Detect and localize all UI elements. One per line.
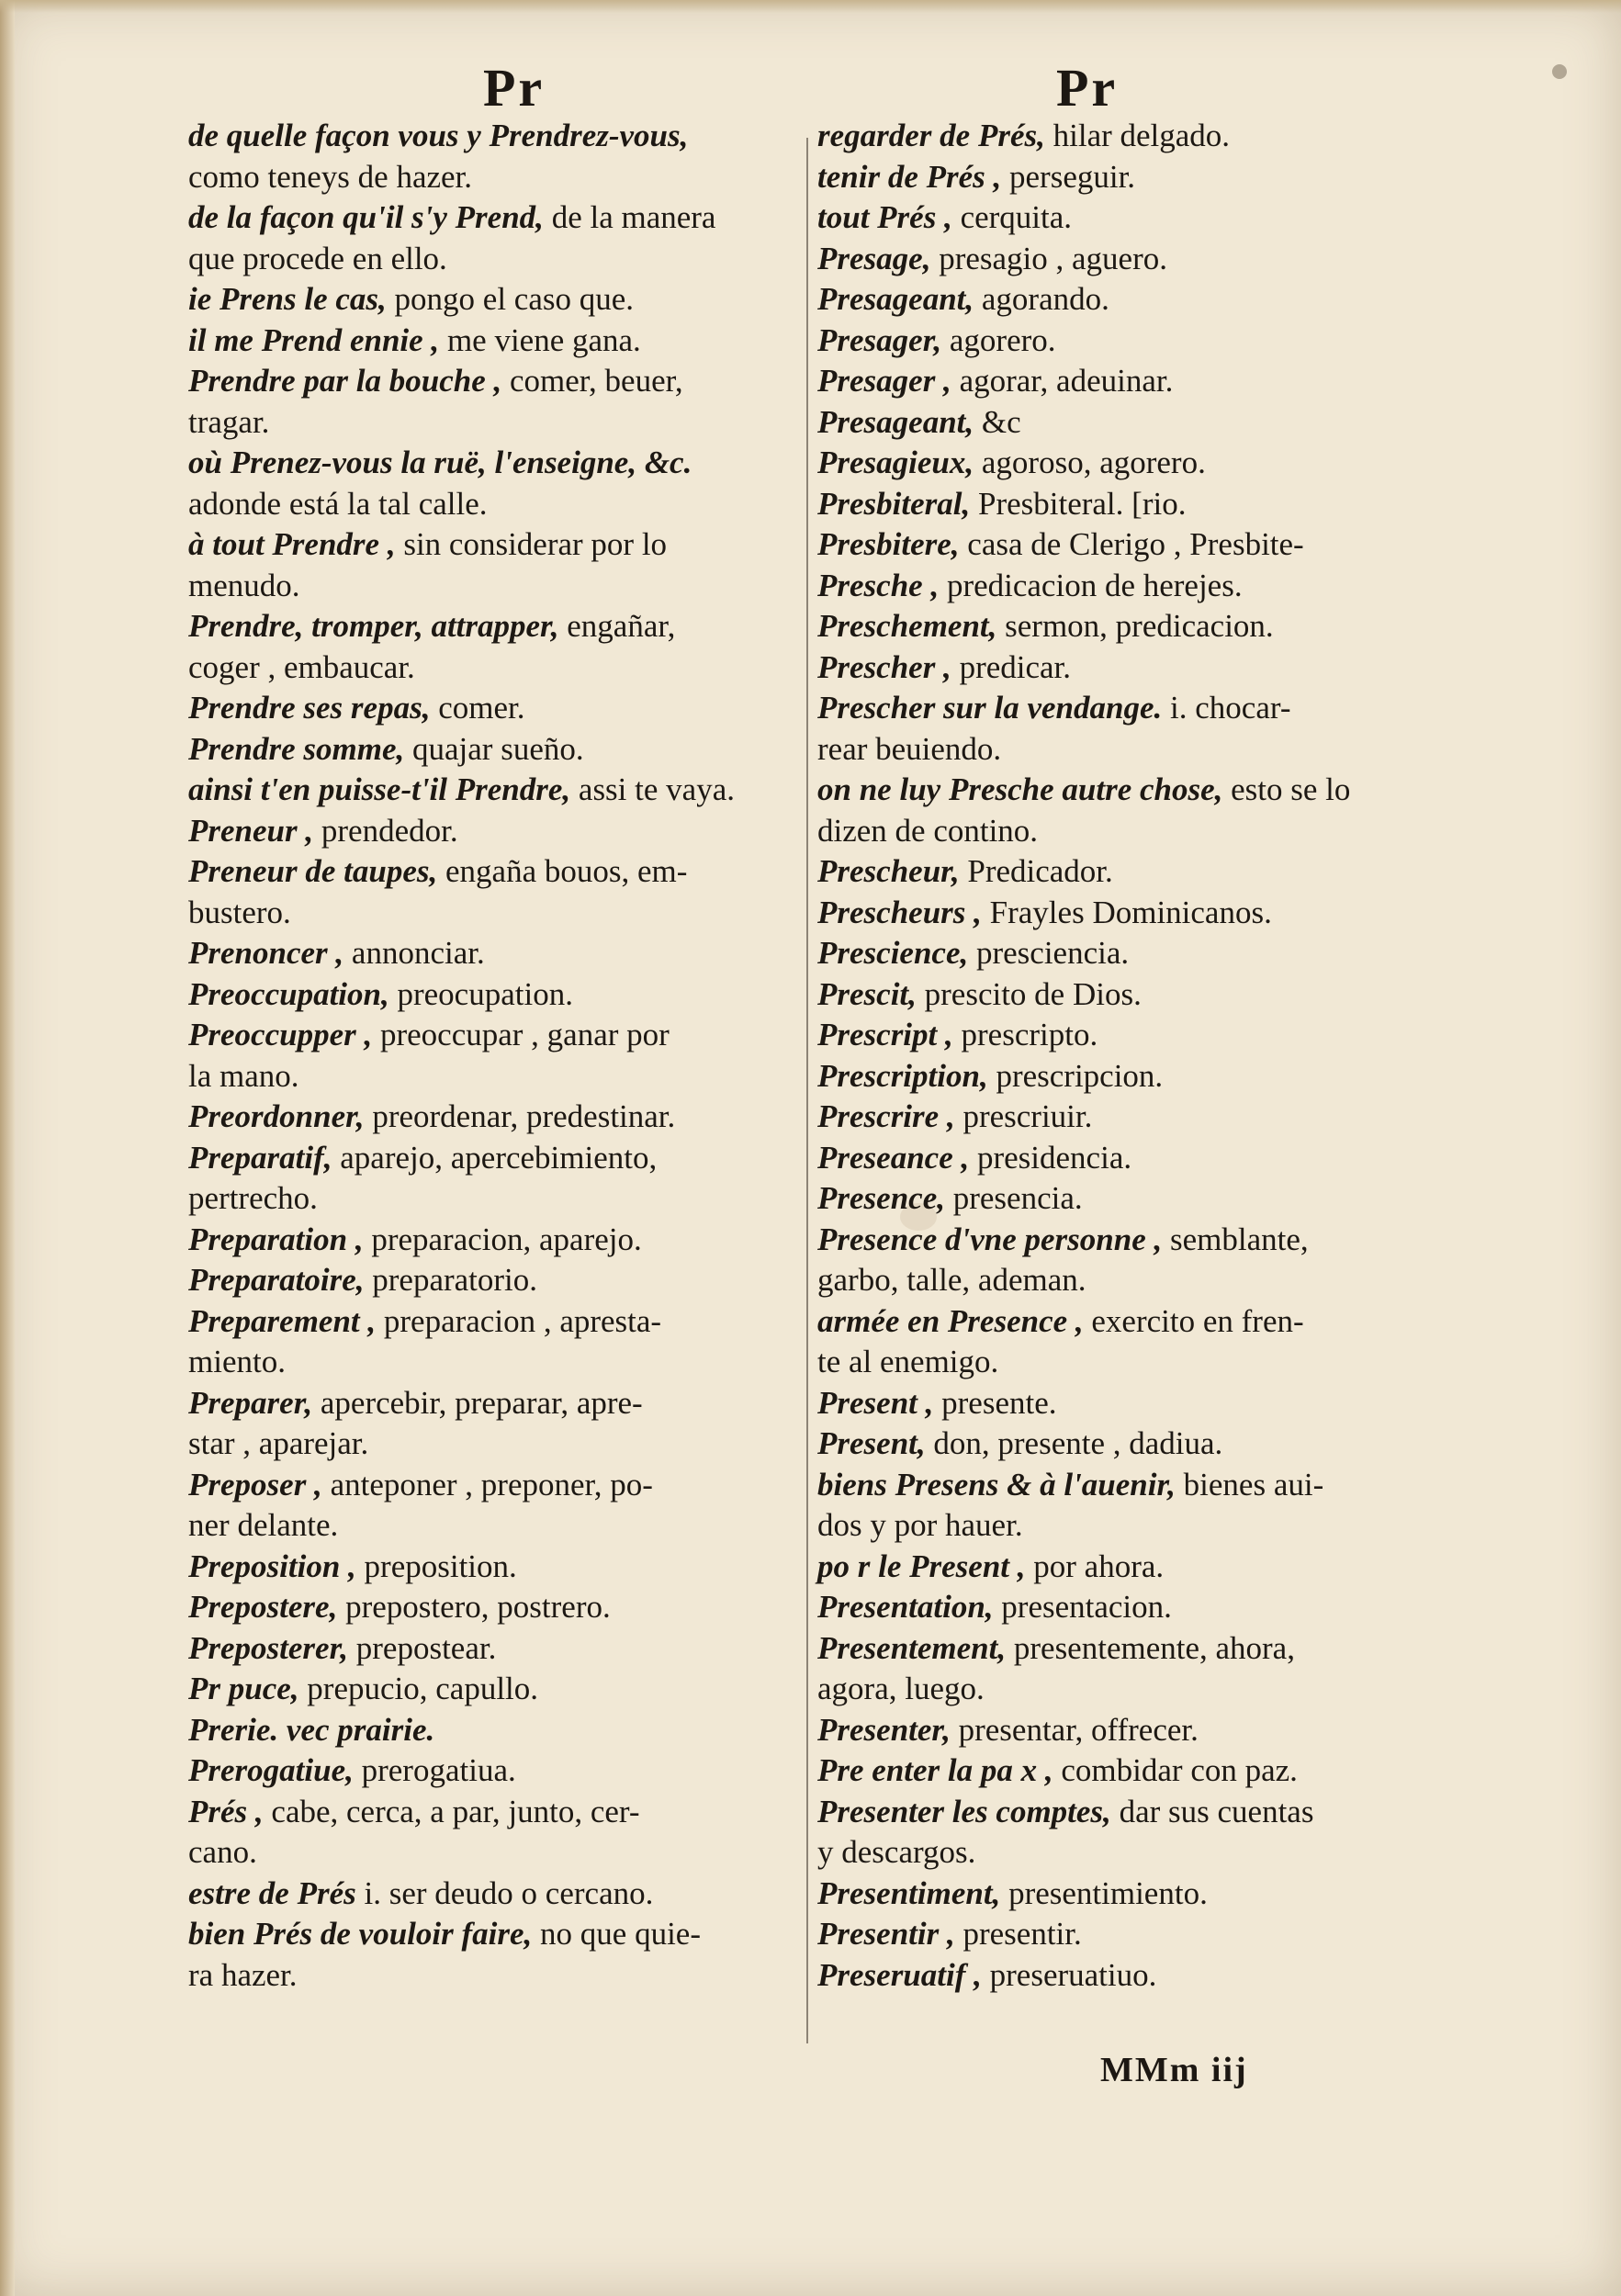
dictionary-line — [817, 1955, 1428, 1997]
definition: preparacion, aparejo. — [371, 1221, 642, 1257]
dictionary-line — [817, 1750, 1428, 1792]
headword: Presentir , — [817, 1916, 955, 1952]
headword: Present , — [817, 1384, 934, 1421]
dictionary-line — [817, 1424, 1428, 1465]
dictionary-line — [817, 1914, 1428, 1955]
dictionary-line — [188, 1465, 794, 1506]
dictionary-line — [188, 566, 794, 607]
dictionary-line — [188, 1955, 794, 1997]
dictionary-line — [817, 1138, 1428, 1179]
dictionary-line — [188, 524, 794, 566]
headword: il me Prend ennie , — [188, 321, 440, 358]
definition: preparatorio. — [372, 1262, 538, 1298]
definition: prendedor. — [321, 812, 458, 849]
definition: presentemente, ahora, — [1013, 1629, 1295, 1666]
dictionary-line — [817, 566, 1428, 607]
definition: presagio , aguero. — [939, 240, 1167, 276]
dictionary-line — [817, 974, 1428, 1016]
headword: Prescheurs , — [817, 894, 982, 930]
definition: agorero. — [949, 321, 1056, 358]
definition: annonciar. — [351, 935, 485, 971]
definition: engaña bouos, em- — [445, 853, 688, 889]
definition: prepostear. — [355, 1629, 497, 1666]
headword: Prerogatiue, — [188, 1752, 354, 1788]
dictionary-line — [817, 402, 1428, 444]
headword: Preoccupper , — [188, 1017, 373, 1052]
headword: ainsi t'en puisse-t'il Prendre, — [188, 771, 571, 807]
definition: Frayles Dominicanos. — [989, 894, 1272, 930]
dictionary-line — [817, 1669, 1428, 1710]
dictionary-line — [817, 116, 1428, 157]
dictionary-line — [188, 116, 794, 157]
dictionary-line — [817, 443, 1428, 484]
headword: tenir de Prés , — [817, 158, 1002, 195]
definition: prescripto. — [961, 1017, 1098, 1052]
dictionary-line — [188, 1628, 794, 1670]
definition: prepostero, postrero. — [345, 1589, 611, 1625]
headword: Preoccupation, — [188, 975, 389, 1012]
dictionary-line — [817, 811, 1428, 852]
definition: sin considerar por lo — [403, 526, 668, 562]
headword: Preparatif, — [188, 1139, 332, 1176]
dictionary-line — [817, 1832, 1428, 1874]
definition: perseguir. — [1009, 158, 1136, 195]
definition: preparacion , apresta- — [383, 1302, 662, 1339]
dictionary-line — [817, 1792, 1428, 1833]
dictionary-line — [188, 933, 794, 974]
dictionary-line — [817, 197, 1428, 239]
definition: cerquita. — [960, 199, 1073, 235]
headword: Prescience, — [817, 935, 969, 971]
headword: Prescher sur la vendange. — [817, 690, 1163, 726]
headword: Presentation, — [817, 1589, 994, 1625]
definition: dos y por hauer. — [817, 1507, 1023, 1543]
definition: dizen de contino. — [817, 812, 1039, 849]
dictionary-line — [188, 1178, 794, 1220]
definition: engañar, — [567, 608, 676, 644]
headword: Preparatoire, — [188, 1262, 365, 1298]
headword: Presbiteral, — [817, 485, 971, 522]
definition: te al enemigo. — [817, 1344, 999, 1379]
dictionary-line — [188, 1260, 794, 1301]
headword: Prendre par la bouche , — [188, 363, 502, 399]
column-divider — [806, 138, 808, 2043]
definition: agorar, adeuinar. — [959, 363, 1174, 399]
dictionary-line — [817, 524, 1428, 566]
dictionary-line — [188, 1342, 794, 1383]
dictionary-line — [188, 729, 794, 771]
dictionary-line — [188, 279, 794, 321]
dictionary-line — [817, 688, 1428, 729]
definition: preocupation. — [397, 975, 573, 1012]
dictionary-line — [817, 1505, 1428, 1547]
dictionary-line — [188, 1792, 794, 1833]
page-top-edge — [0, 0, 1621, 13]
headword: Presenter les comptes, — [817, 1793, 1111, 1829]
dictionary-line — [188, 321, 794, 362]
definition: miento. — [188, 1344, 286, 1379]
definition: agorando. — [981, 281, 1109, 317]
headword: de quelle façon vous y Prendrez-vous, — [188, 118, 689, 153]
headword: ie Prens le cas, — [188, 281, 387, 317]
dictionary-line — [188, 770, 794, 811]
dictionary-line — [188, 811, 794, 852]
dictionary-line — [188, 1424, 794, 1465]
definition: no que quie- — [540, 1916, 701, 1952]
definition: comer, beuer, — [510, 363, 683, 399]
dictionary-line — [817, 1465, 1428, 1506]
dictionary-line — [188, 1056, 794, 1097]
dictionary-line — [817, 1874, 1428, 1915]
dictionary-line — [188, 606, 794, 647]
definition: adonde está la tal calle. — [188, 485, 488, 522]
definition: presciencia. — [975, 935, 1130, 971]
dictionary-line — [188, 851, 794, 893]
definition: prescito de Dios. — [924, 975, 1142, 1012]
dictionary-line — [817, 1710, 1428, 1751]
definition: ner delante. — [188, 1507, 339, 1543]
headword: Prescrire , — [817, 1098, 955, 1134]
definition: rear beuiendo. — [817, 730, 1002, 767]
headword: Presche , — [817, 567, 940, 603]
dictionary-line — [817, 1260, 1428, 1301]
definition: menudo. — [188, 567, 300, 603]
dictionary-line — [817, 1587, 1428, 1628]
definition: la mano. — [188, 1057, 299, 1094]
dictionary-line — [188, 1914, 794, 1955]
definition: prerogatiua. — [361, 1752, 516, 1788]
definition: presentir. — [962, 1916, 1082, 1952]
definition: pongo el caso que. — [394, 281, 635, 317]
headword: Prendre ses repas, — [188, 690, 431, 726]
dictionary-line — [817, 1628, 1428, 1670]
definition: coger , embaucar. — [188, 648, 415, 685]
running-head-right: Pr — [1056, 58, 1119, 118]
definition: cano. — [188, 1834, 257, 1870]
definition: prescripcion. — [996, 1057, 1164, 1094]
definition: apercebir, preparar, apre- — [320, 1384, 643, 1421]
dictionary-line — [188, 1547, 794, 1588]
dictionary-line — [188, 157, 794, 198]
headword: Presentiment, — [817, 1874, 1001, 1911]
headword: Preparement , — [188, 1302, 377, 1339]
page-binding-edge — [0, 0, 15, 2296]
headword: armée en Presence , — [817, 1302, 1084, 1339]
dictionary-line — [817, 1383, 1428, 1424]
definition: i. ser deudo o cercano. — [364, 1874, 654, 1911]
headword: Preposterer, — [188, 1629, 349, 1666]
dictionary-line — [817, 851, 1428, 893]
headword: Prenoncer , — [188, 935, 344, 971]
headword: Presence d'vne personne , — [817, 1221, 1163, 1257]
headword: Prés , — [188, 1793, 264, 1829]
definition: Presbiteral. [rio. — [977, 485, 1187, 522]
headword: Presbitere, — [817, 526, 960, 562]
headword: Prescription, — [817, 1057, 988, 1094]
definition: que procede en ello. — [188, 240, 447, 276]
definition: preoccupar , ganar por — [379, 1017, 670, 1052]
headword: Prendre somme, — [188, 730, 405, 767]
dictionary-line — [188, 1669, 794, 1710]
headword: Presageant, — [817, 281, 974, 317]
dictionary-line — [188, 688, 794, 729]
dictionary-line — [817, 484, 1428, 525]
headword: Prescher , — [817, 648, 951, 685]
dictionary-line — [817, 893, 1428, 934]
dictionary-line — [188, 443, 794, 484]
dictionary-line — [817, 157, 1428, 198]
definition: presencia. — [952, 1180, 1083, 1216]
definition: preordenar, predestinar. — [372, 1098, 676, 1134]
paper-spot — [1552, 64, 1567, 79]
definition: sermon, predicacion. — [1005, 608, 1274, 644]
headword: po r le Present , — [817, 1548, 1026, 1584]
definition: comer. — [438, 690, 525, 726]
left-column — [188, 116, 794, 1996]
definition: preseruatiuo. — [989, 1956, 1157, 1993]
definition: preposition. — [364, 1548, 517, 1584]
headword: Preparer, — [188, 1384, 313, 1421]
dictionary-line — [817, 933, 1428, 974]
dictionary-line — [188, 1505, 794, 1547]
headword: Prescit, — [817, 975, 917, 1012]
dictionary-line — [817, 1097, 1428, 1138]
dictionary-line — [188, 1138, 794, 1179]
headword: Presager , — [817, 363, 951, 399]
headword: Preschement, — [817, 608, 997, 644]
dictionary-line — [817, 770, 1428, 811]
headword: Preneur de taupes, — [188, 853, 438, 889]
dictionary-line — [817, 1342, 1428, 1383]
headword: Presage, — [817, 240, 931, 276]
dictionary-line — [817, 321, 1428, 362]
definition: assi te vaya. — [578, 771, 735, 807]
headword: tout Prés , — [817, 199, 952, 235]
dictionary-line — [188, 1710, 794, 1751]
dictionary-line — [817, 647, 1428, 689]
dictionary-line — [188, 1383, 794, 1424]
headword: Prescheur, — [817, 853, 960, 889]
dictionary-line — [188, 1587, 794, 1628]
dictionary-line — [188, 1301, 794, 1343]
dictionary-line — [188, 1874, 794, 1915]
definition: cabe, cerca, a par, junto, cer- — [271, 1793, 640, 1829]
definition: me viene gana. — [446, 321, 641, 358]
definition: combidar con paz. — [1061, 1752, 1298, 1788]
right-column — [817, 116, 1428, 1996]
definition: presentacion. — [1001, 1589, 1172, 1625]
headword: regarder de Prés, — [817, 118, 1045, 153]
dictionary-line — [188, 484, 794, 525]
definition: aparejo, apercebimiento, — [340, 1139, 658, 1176]
dictionary-line — [188, 974, 794, 1016]
headword: Preseruatif , — [817, 1956, 982, 1993]
headword: de la façon qu'il s'y Prend, — [188, 199, 544, 235]
headword: estre de Prés — [188, 1874, 356, 1911]
definition: de la manera — [551, 199, 716, 235]
definition: presente. — [941, 1384, 1057, 1421]
definition: garbo, talle, ademan. — [817, 1262, 1086, 1298]
headword: on ne luy Presche autre chose, — [817, 771, 1223, 807]
definition: y descargos. — [817, 1834, 976, 1870]
headword: Preposer , — [188, 1466, 322, 1503]
definition: presentimiento. — [1008, 1874, 1208, 1911]
dictionary-line — [817, 361, 1428, 402]
definition: presentar, offrecer. — [958, 1711, 1199, 1748]
headword: Presenter, — [817, 1711, 951, 1748]
headword: Pre enter la pa x , — [817, 1752, 1053, 1788]
definition: semblante, — [1169, 1221, 1309, 1257]
headword: Preposition , — [188, 1548, 356, 1584]
definition: i. chocar- — [1170, 690, 1291, 726]
definition: predicacion de herejes. — [946, 567, 1243, 603]
dictionary-line — [188, 239, 794, 280]
headword: Preordonner, — [188, 1098, 365, 1134]
definition: pertrecho. — [188, 1180, 318, 1216]
dictionary-line — [817, 1178, 1428, 1220]
headword: bien Prés de vouloir faire, — [188, 1916, 533, 1952]
dictionary-line — [188, 197, 794, 239]
dictionary-line — [817, 279, 1428, 321]
definition: prepucio, capullo. — [307, 1671, 539, 1706]
definition: predicar. — [959, 648, 1072, 685]
headword: Prepostere, — [188, 1589, 338, 1625]
dictionary-line — [817, 729, 1428, 771]
dictionary-line — [188, 893, 794, 934]
definition: quajar sueño. — [412, 730, 584, 767]
headword: Prescript , — [817, 1017, 953, 1052]
dictionary-line — [188, 1832, 794, 1874]
definition: star , aparejar. — [188, 1425, 369, 1461]
headword: Present, — [817, 1425, 926, 1461]
dictionary-line — [188, 1750, 794, 1792]
dictionary-line — [188, 1220, 794, 1261]
definition: exercito en fren- — [1091, 1302, 1304, 1339]
dictionary-line — [817, 1301, 1428, 1343]
headword: Prendre, tromper, attrapper, — [188, 608, 559, 644]
headword: Preseance , — [817, 1139, 970, 1176]
definition: por ahora. — [1033, 1548, 1165, 1584]
headword: où Prenez-vous la ruë, l'enseigne, &c. — [188, 445, 692, 480]
headword: Pr puce, — [188, 1671, 299, 1706]
dictionary-line — [817, 606, 1428, 647]
headword: Preneur , — [188, 812, 314, 849]
dictionary-line — [188, 402, 794, 444]
dictionary-line — [817, 1015, 1428, 1056]
dictionary-line — [817, 1056, 1428, 1097]
definition: Predicador. — [967, 853, 1113, 889]
definition: anteponer , preponer, po- — [330, 1466, 653, 1503]
definition: presidencia. — [976, 1139, 1132, 1176]
definition: &c — [981, 403, 1021, 440]
headword: Presageant, — [817, 403, 974, 440]
definition: ra hazer. — [188, 1956, 298, 1993]
definition: agoroso, agorero. — [981, 445, 1206, 480]
headword: Presagieux, — [817, 445, 974, 480]
definition: dar sus cuentas — [1119, 1793, 1314, 1829]
headword: Preparation , — [188, 1221, 364, 1257]
dictionary-line — [188, 361, 794, 402]
definition: hilar delgado. — [1053, 118, 1231, 153]
definition: bustero. — [188, 894, 291, 930]
dictionary-line — [817, 1547, 1428, 1588]
headword: biens Presens & à l'auenir, — [817, 1466, 1176, 1503]
definition: prescriuir. — [962, 1098, 1093, 1134]
definition: esto se lo — [1231, 771, 1351, 807]
dictionary-line — [817, 1220, 1428, 1261]
dictionary-line — [817, 239, 1428, 280]
running-head-left: Pr — [483, 58, 546, 118]
headword: Prerie. vec prairie. — [188, 1711, 435, 1748]
dictionary-line — [188, 647, 794, 689]
headword: Presager, — [817, 321, 942, 358]
definition: tragar. — [188, 403, 270, 440]
headword: à tout Prendre , — [188, 526, 396, 562]
definition: bienes aui- — [1183, 1466, 1324, 1503]
headword: Presentement, — [817, 1629, 1007, 1666]
definition: don, presente , dadiua. — [933, 1425, 1223, 1461]
definition: agora, luego. — [817, 1671, 985, 1706]
dictionary-line — [188, 1097, 794, 1138]
definition: casa de Clerigo , Presbite- — [967, 526, 1304, 562]
signature-mark: MMm iij — [1100, 2051, 1248, 2089]
definition: como teneys de hazer. — [188, 158, 473, 195]
dictionary-line — [188, 1015, 794, 1056]
headword: Presence, — [817, 1180, 945, 1216]
